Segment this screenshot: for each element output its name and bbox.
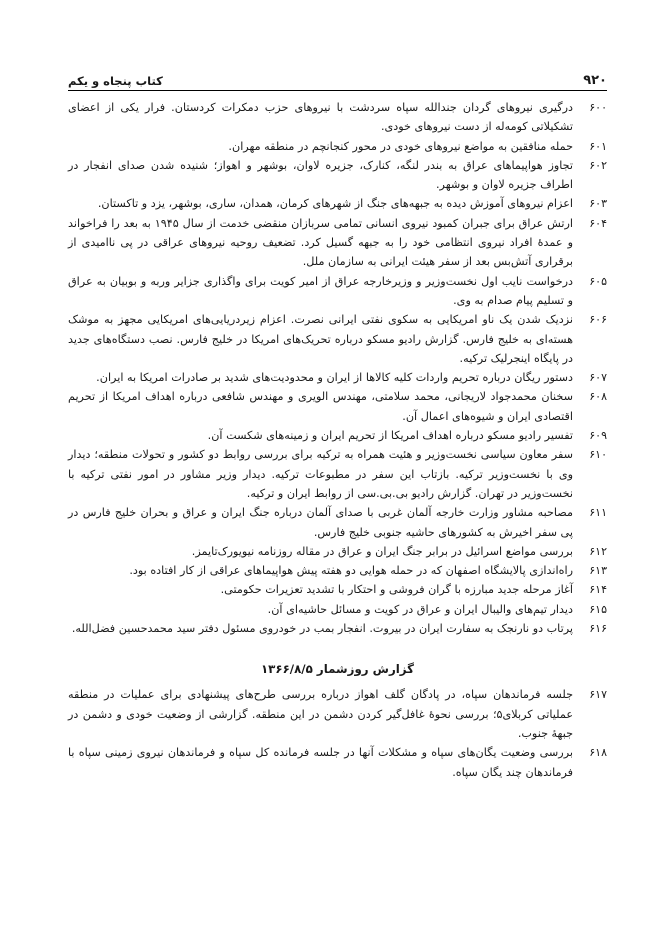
entry-text: راه‌اندازی پالایشگاه اصفهان که در حمله هوایی دو هفته پیش هواپیماهای عراقی از کار افتاده بود. (129, 564, 573, 578)
entry-text: دستور ریگان درباره تحریم واردات کلیه کالاها از ایران و محدودیت‌های شدید بر صادرات امریکا به ایران. (96, 371, 573, 385)
entry-617 (68, 685, 607, 743)
entry-604 (68, 214, 607, 272)
entry-text: جلسه فرماندهان سپاه، در پادگان گلف اهواز درباره بررسی طرح‌های پیشنهادی برای عملیات در منطقه عملیاتی کربلای۵؛ بررسی نحوهٔ غافل‌گیر کردن دشمن در این منطقه. گزارشی از وضعیت خودی و دشمن در جبههٔ جنوب. (68, 688, 573, 740)
entry-text: بررسی وضعیت یگان‌های سپاه و مشکلات آنها در جلسه فرمانده کل سپاه و فرماندهان نیروی زمینی سپاه با فرماندهان چند یگان سپاه. (68, 746, 573, 779)
entry-605 (68, 272, 607, 311)
entry-number: ۶۰۸ (589, 390, 607, 404)
section-title: گزارش روزشمار ۱۳۶۶/۸/۵ (260, 662, 414, 677)
entry-number: ۶۱۸ (589, 746, 607, 760)
entry-602 (68, 156, 607, 195)
entry-number: ۶۰۹ (589, 429, 607, 443)
entry-number: ۶۱۶ (589, 622, 607, 636)
entry-text: تجاوز هواپیماهای عراق به بندر لنگه، کنارک، جزیره لاوان، بوشهر و اهواز؛ شنیده شدن صدای انفجار در اطراف جزیره لاوان و بوشهر. (68, 158, 573, 192)
entry-number: ۶۱۰ (589, 448, 607, 462)
page-number: ۹۲۰ (583, 73, 607, 88)
entry-606 (68, 310, 607, 368)
entry-610 (68, 445, 607, 503)
entry-614 (68, 580, 607, 599)
entry-number: ۶۱۵ (589, 602, 607, 616)
entry-text: مصاحبه مشاور وزارت خارجه آلمان غربی با صدای آلمان درباره جنگ ایران و عراق و بحران خلیج فارس در پی سفر اخیرش به کشورهای حاشیه جنوبی خلیج فارس. (68, 506, 573, 539)
entry-603 (68, 194, 607, 213)
entry-number: ۶۱۱ (589, 506, 607, 520)
entry-text: سخنان محمدجواد لاریجانی، محمد سلامتی، مهندس الویری و مهندس شافعی درباره اهداف امریکا از تحریم اقتصادی ایران و شیوه‌های اعمال آن. (68, 390, 573, 423)
entry-text: پرتاب دو نارنجک به سفارت ایران در بیروت. انفجار بمب در خودروی مسئول دفتر سید محمدحسین فضل‌الله. (71, 622, 573, 636)
entry-number: ۶۱۴ (589, 583, 607, 597)
entry-613 (68, 561, 607, 580)
entry-number: ۶۰۲ (589, 158, 607, 172)
entry-text: حمله منافقین به مواضع نیروهای خودی در محور کنجانچم در منطقه مهران. (228, 139, 573, 153)
entry-608 (68, 387, 607, 426)
entry-612 (68, 542, 607, 561)
entry-611 (68, 503, 607, 542)
header-rule (68, 90, 607, 91)
entries-list-b (68, 685, 607, 781)
entry-text: تفسیر رادیو مسکو درباره اهداف امریکا از تحریم ایران و زمینه‌های شکست آن. (207, 429, 573, 443)
entry-text: دیدار تیم‌های والیبال ایران و عراق در کویت و مسائل حاشیه‌ای آن. (267, 602, 573, 616)
entry-text: درگیری نیروهای گردان جندالله سپاه سردشت با نیروهای حزب دمکرات کردستان. فرار یکی از اعضای تشکیلاتی کومه‌له از دست نیروهای خودی. (68, 101, 573, 134)
entry-number: ۶۰۴ (589, 216, 607, 230)
entry-text: سفر معاون سیاسی نخست‌وزیر و هئیت همراه به ترکیه برای بررسی روابط دو کشور و تحولات منطقه؛ دیدار وی با نخست‌وزیر ترکیه. بازتاب این سفر در مطبوعات ترکیه. دیدار وزیر مشاور در امور نفتی ترکیه با نخست‌وزیر در تهران. گزارش رادیو بی.بی.سی از روابط ایران و ترکیه. (68, 448, 573, 500)
entry-text: ارتش عراق برای جبران کمبود نیروی انسانی تمامی سربازان منقضی خدمت از سال ۱۹۴۵ به بعد را فراخواند و عمدهٔ افراد نیروی انتظامی خود را به جبهه گسیل کرد. تضعیف روحیه نیروهای عراقی در پی ناامیدی از برقراری آتش‌بس بعد از سفر هیئت ایرانی به سازمان ملل. (68, 216, 573, 269)
entry-number: ۶۰۵ (589, 274, 607, 288)
page-header (68, 66, 607, 88)
page-content (68, 98, 607, 782)
entry-number: ۶۰۶ (589, 313, 607, 327)
entry-600 (68, 98, 607, 137)
entry-text: آغاز مرحله جدید مبارزه با گران فروشی و احتکار با تشدید تعزیرات حکومتی. (220, 583, 573, 597)
entry-text: نزدیک شدن یک ناو امریکایی به سکوی نفتی ایرانی نصرت. اعزام زیردریایی‌های امریکایی مجهز به موشک هسته‌ای به خلیج فارس. گزارش رادیو مسکو درباره تحریک‌های امریکا در خلیج فارس. نصب دستگاه‌های جدید در پایگاه اینجرلیک ترکیه. (68, 313, 573, 365)
entry-number: ۶۱۷ (589, 688, 607, 702)
entries-list-a (68, 98, 607, 638)
entry-number: ۶۱۲ (589, 544, 607, 558)
entry-text: اعزام نیروهای آموزش دیده به جبهه‌های جنگ از شهرهای کرمان، همدان، ساری، بوشهر، یزد و تاکستان. (97, 197, 573, 211)
entry-number: ۶۰۰ (589, 101, 607, 114)
book-title: کتاب پنجاه و یکم (68, 74, 163, 88)
entry-616 (68, 619, 607, 638)
entry-number: ۶۱۳ (589, 564, 607, 578)
entry-601 (68, 137, 607, 156)
entry-609 (68, 426, 607, 445)
entry-607 (68, 368, 607, 387)
entry-615 (68, 600, 607, 619)
entry-text: بررسی مواضع اسرائیل در برابر جنگ ایران و عراق در مقاله روزنامه نیویورک‌تایمز. (191, 544, 573, 558)
entry-618 (68, 743, 607, 782)
entry-number: ۶۰۷ (589, 371, 607, 385)
entry-number: ۶۰۱ (589, 139, 607, 153)
entry-number: ۶۰۳ (589, 197, 607, 211)
entry-text: درخواست نایب اول نخست‌وزیر و وزیرخارجه عراق از امیر کویت برای واگذاری جزایر وربه و بوبیان به عراق و تسلیم پیام صدام به وی. (68, 274, 573, 307)
